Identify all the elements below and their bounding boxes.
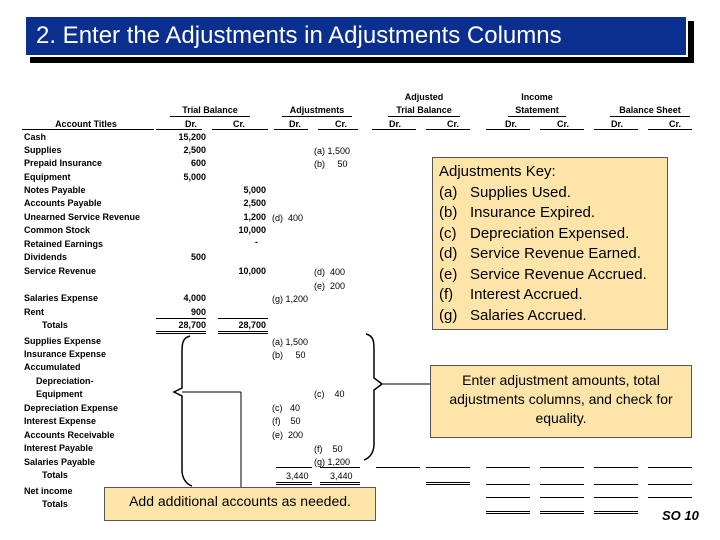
adj-dr-entry: (g) 1,200: [272, 294, 309, 304]
adj-dr-entry: (c) 40: [272, 403, 301, 413]
totals-label: Totals: [42, 499, 68, 509]
tb-dr-value: 4,000: [183, 293, 206, 303]
tb-dr-value: 5,000: [183, 172, 206, 182]
key-item: [439, 244, 661, 265]
net-income-label: Net income: [24, 486, 73, 496]
adj-cr-entry: (c) 40: [314, 389, 345, 399]
account-name: Depreciation Expense: [24, 403, 119, 413]
account-name: Interest Payable: [24, 443, 94, 453]
header-atb-cr: Cr.: [446, 119, 459, 129]
adj-dr-total: 3,440: [286, 471, 309, 481]
header-adj-dr: Dr.: [288, 119, 301, 129]
tb-cr-total: 28,700: [238, 320, 266, 330]
adj-cr-total: 3,440: [330, 471, 353, 481]
tb-cr-value: 2,500: [243, 198, 266, 208]
adj-cr-entry: (a) 1,500: [314, 146, 351, 156]
key-text: Supplies Used.: [470, 183, 571, 201]
tb-cr-value: 1,200: [243, 212, 266, 222]
header-tb-cr: Cr.: [232, 119, 245, 129]
totals-label: Totals: [42, 470, 68, 480]
account-name: Insurance Expense: [24, 349, 107, 359]
account-name: Dividends: [24, 252, 68, 262]
tb-dr-value: 900: [190, 307, 206, 317]
key-item: [439, 203, 661, 224]
header-statement: Statement: [515, 105, 559, 115]
key-letter: (e): [439, 265, 458, 283]
account-name: Common Stock: [24, 225, 91, 235]
key-letter: (c): [439, 224, 457, 242]
key-item: [439, 285, 661, 306]
tb-cr-value: 10,000: [238, 266, 266, 276]
header-account-titles: Account Titles: [55, 119, 117, 129]
totals-label: Totals: [42, 320, 68, 330]
header-bs-dr: Dr.: [610, 119, 623, 129]
account-name: Salaries Payable: [24, 457, 96, 467]
key-item: [439, 265, 661, 286]
adj-cr-entry: (e) 200: [314, 281, 346, 291]
header-is-dr: Dr.: [504, 119, 517, 129]
account-name: Notes Payable: [24, 185, 86, 195]
account-name: Supplies: [24, 145, 62, 155]
key-text: Service Revenue Accrued.: [470, 265, 647, 283]
adj-cr-entry: (d) 400: [314, 267, 346, 277]
key-letter: (d): [439, 245, 458, 262]
key-title: Adjustments Key:: [439, 163, 556, 180]
header-adj-cr: Cr.: [334, 119, 347, 129]
account-name: Retained Earnings: [24, 239, 104, 249]
key-item: [439, 183, 661, 204]
account-name: Accounts Receivable: [24, 430, 115, 440]
key-letter: (g): [439, 306, 458, 324]
tb-cr-value: -: [255, 237, 258, 247]
header-atb-dr: Dr.: [388, 119, 401, 129]
header-income: Income: [521, 92, 553, 102]
account-name: Equipment: [24, 172, 71, 182]
tb-dr-value: 15,200: [178, 132, 206, 142]
account-name: Depreciation-: [36, 376, 94, 386]
account-name: Unearned Service Revenue: [24, 212, 141, 222]
account-name: Prepaid Insurance: [24, 158, 103, 168]
key-text: Depreciation Expensed.: [470, 224, 630, 242]
account-name: Service Revenue: [24, 266, 97, 276]
header-bs-cr: Cr.: [668, 119, 681, 129]
account-name: Equipment: [36, 389, 83, 399]
key-letter: (a): [439, 183, 458, 201]
key-text: Insurance Expired.: [470, 204, 596, 221]
account-name: Salaries Expense: [24, 293, 99, 303]
tb-cr-value: 5,000: [243, 185, 266, 195]
tb-dr-value: 500: [190, 252, 206, 262]
header-balance-sheet: Balance Sheet: [619, 105, 681, 115]
add-accounts-callout: Add additional accounts as needed.: [104, 487, 376, 521]
account-name: Accounts Payable: [24, 198, 102, 208]
key-text: Service Revenue Earned.: [470, 245, 641, 262]
header-adjusted: Adjusted: [404, 92, 444, 102]
header-adjustments: Adjustments: [289, 105, 345, 115]
key-letter: (b): [439, 204, 458, 221]
key-letter: (f): [439, 286, 454, 303]
account-name: Accumulated: [24, 362, 81, 372]
adj-cr-entry: (b) 50: [314, 159, 348, 169]
adj-dr-entry: (d) 400: [272, 213, 304, 223]
adj-dr-entry: (b) 50: [272, 350, 306, 360]
account-name: Interest Expense: [24, 416, 97, 426]
slide-title: 2. Enter the Adjustments in Adjustments Columns: [24, 15, 688, 57]
tb-dr-total: 28,700: [178, 320, 206, 330]
key-text: Interest Accrued.: [470, 286, 583, 303]
key-item: [439, 224, 661, 245]
adj-cr-entry: (f) 50: [314, 444, 343, 454]
header-tb-dr: Dr.: [184, 119, 197, 129]
tb-dr-value: 2,500: [183, 145, 206, 155]
header-adjusted-trial-balance: Trial Balance: [396, 105, 452, 115]
account-name: Supplies Expense: [24, 336, 102, 346]
account-name: Cash: [24, 132, 47, 142]
header-is-cr: Cr.: [556, 119, 569, 129]
adjustments-key-callout: [432, 157, 668, 330]
key-text: Salaries Accrued.: [470, 306, 587, 324]
key-item: [439, 306, 661, 327]
slide-tag: SO 10: [662, 508, 699, 523]
tb-dr-value: 600: [190, 158, 206, 168]
adj-dr-entry: (a) 1,500: [272, 337, 309, 347]
instruction-callout: Enter adjustment amounts, total adjustments columns, and check for equality.: [430, 365, 692, 438]
header-trial-balance: Trial Balance: [182, 105, 238, 115]
adj-dr-entry: (f) 50: [272, 416, 301, 426]
adj-dr-entry: (e) 200: [272, 430, 304, 440]
tb-cr-value: 10,000: [238, 225, 266, 235]
account-name: Rent: [24, 307, 44, 317]
adj-cr-entry: (g) 1,200: [314, 457, 351, 467]
